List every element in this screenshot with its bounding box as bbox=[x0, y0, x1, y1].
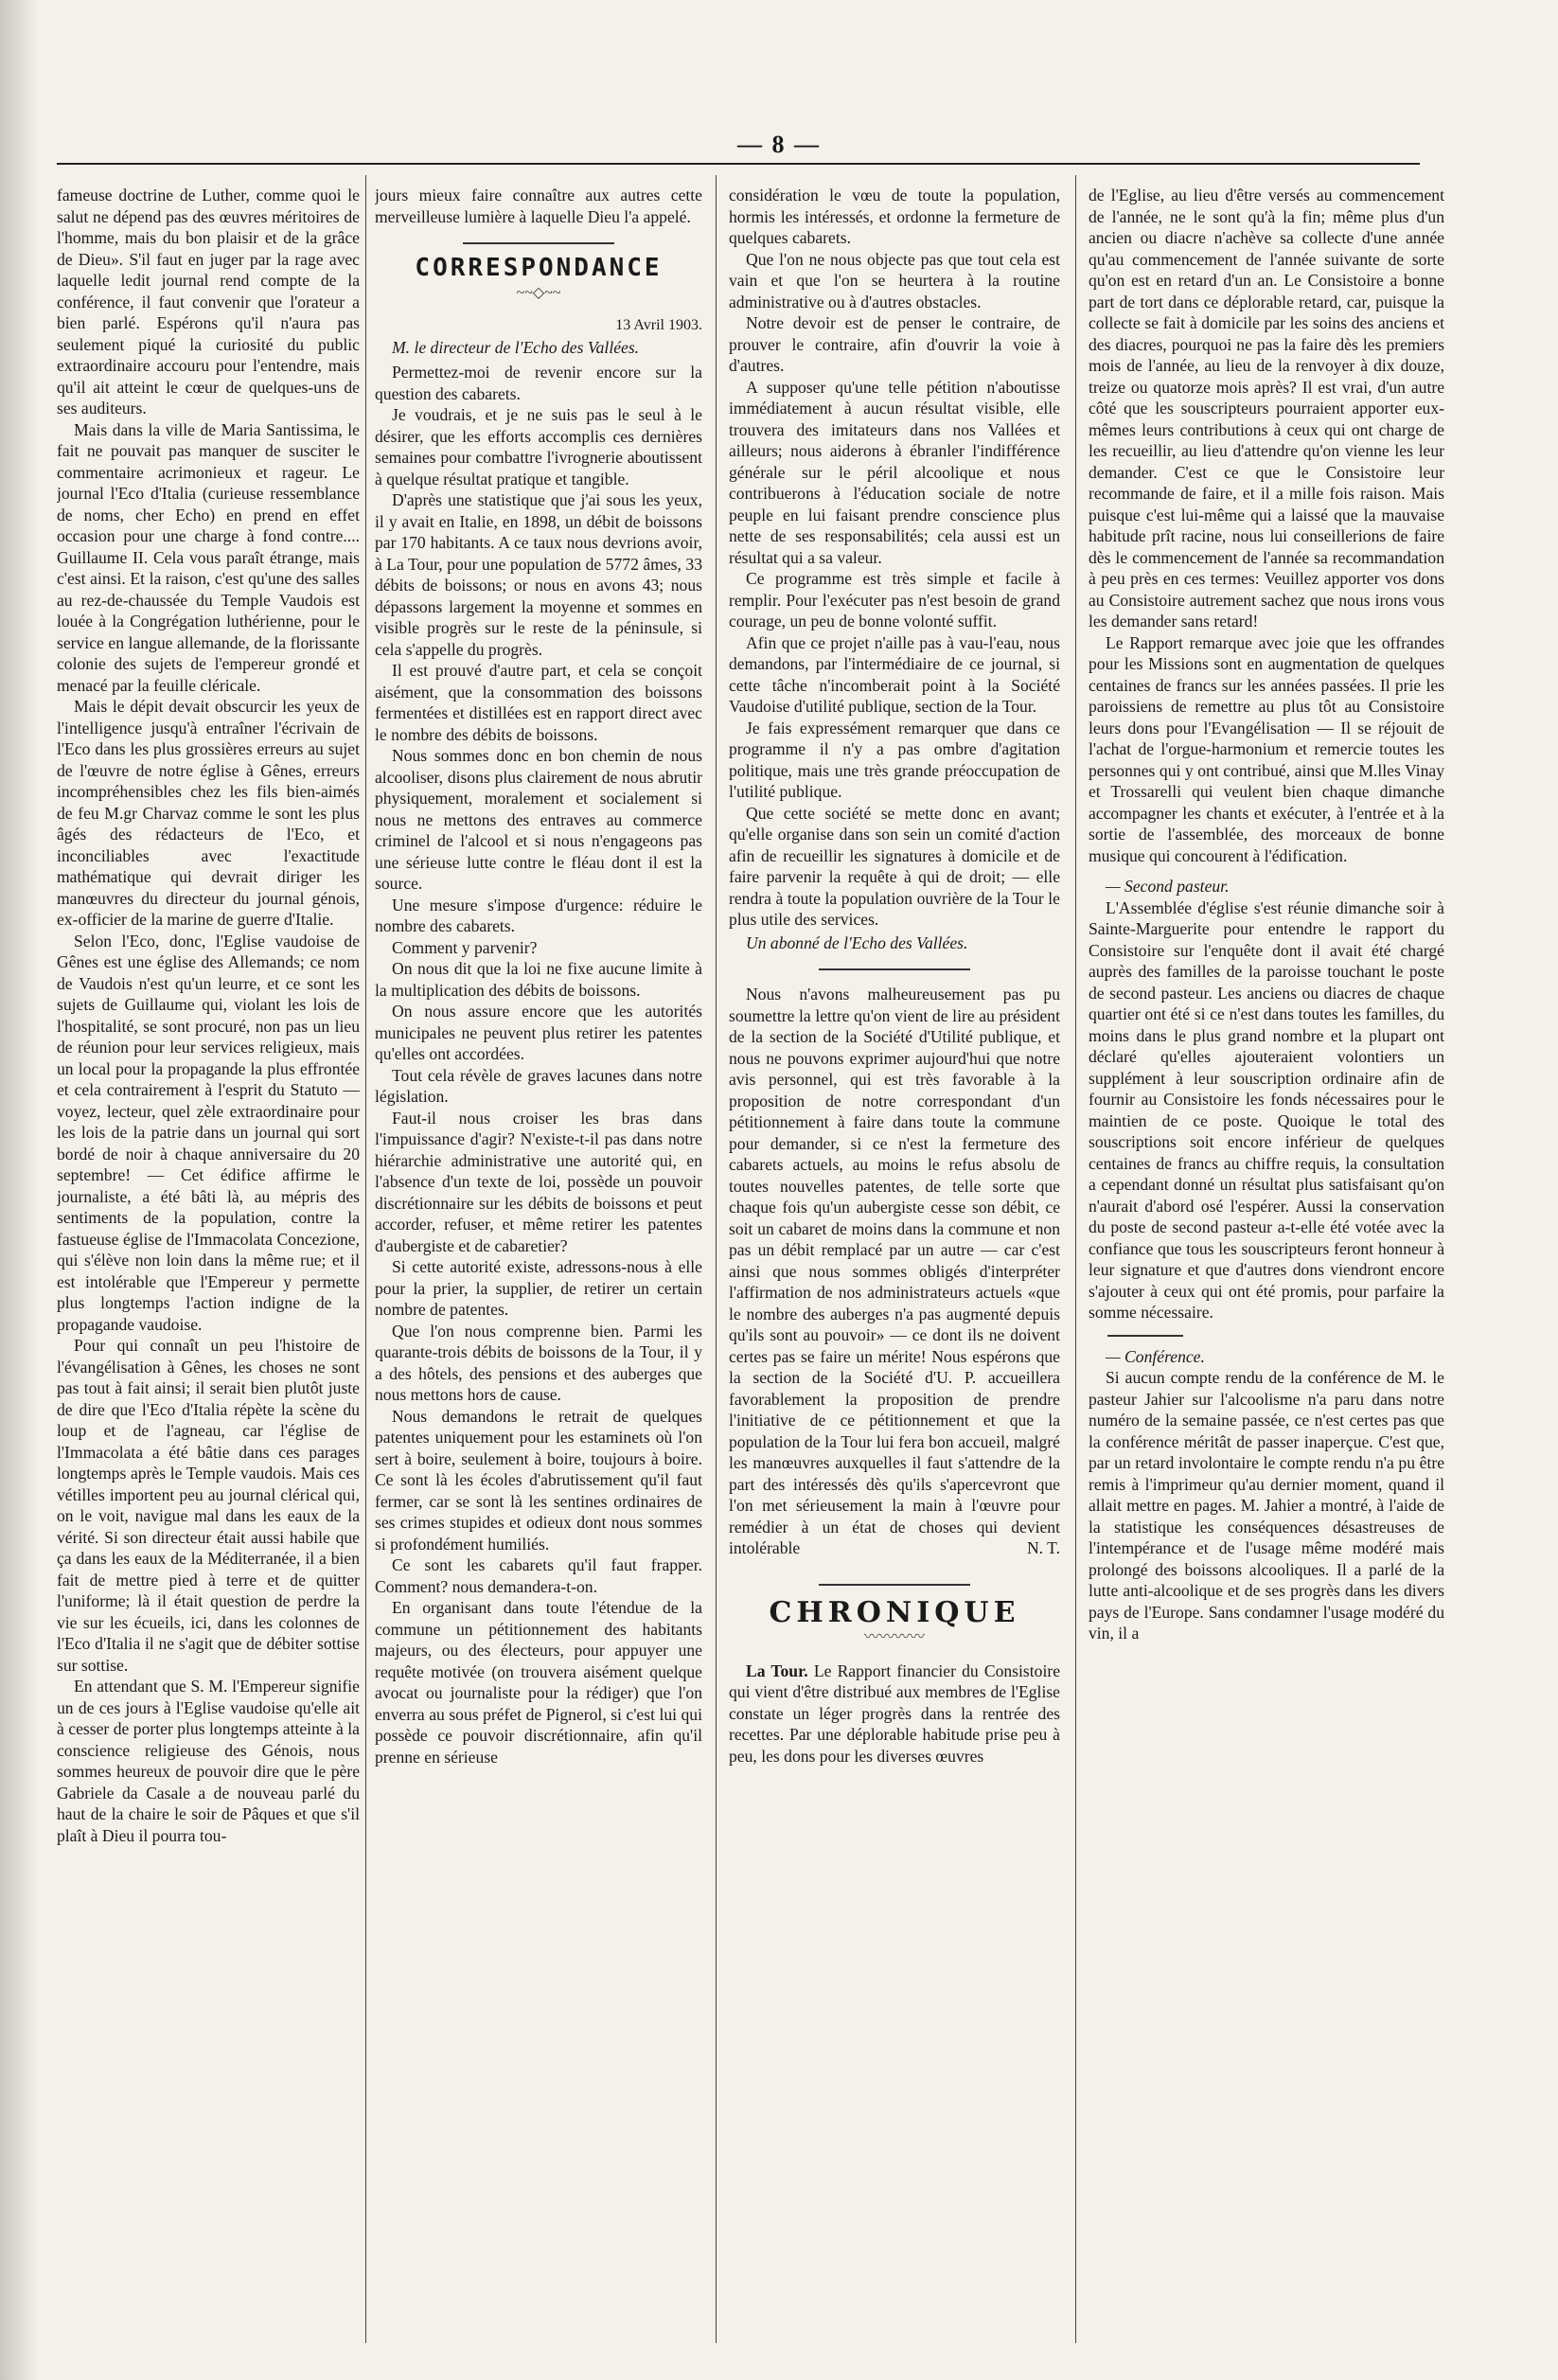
paragraph: L'Assemblée d'église s'est réunie dimanche soir à Sainte-Marguerite pour entendre le rapport du Consistoire sur l'enquête dont il avait été chargé auprès des familles de la paroisse touchant le poste de second pasteur. Les anciens ou diacres de chaque quartier ont été si ce n'est dans toutes les familles, du moins dans le plus grand nombre et la plupart ont déclaré qu'elles ajouteraient volontiers un supplément à leur souscription ordinaire afin de fournir au Consistoire les fonds nécessaires pour le maintien de ce poste. Quoique le total des souscriptions soit encore inférieur de quelques centaines de francs au chiffre requis, la consultation a cependant donné un résultat plus satisfaisant qu'on n'aurait d'abord osé l'espérer. Aussi la conservation du poste de second pasteur a-t-elle été votée avec la confiance que tous les souscripteurs feront honneur à leur signature et que d'autres dons viendront encore s'ajouter à ceux qui ont été promis, pour parfaire la somme nécessaire. bbox=[1089, 897, 1444, 1322]
paragraph: Mais dans la ville de Maria Santissima, le fait ne pouvait pas manquer de susciter le commentaire acrimonieux et rageur. Le journal l'Eco d'Italia (curieuse ressemblance de noms, cher Echo) en prend en effet occasion pour une charge à fond contre.... Guillaume II. Cela vous paraît étrange, mais c'est ainsi. Et la raison, c'est qu'une des salles au rez-de-chaussée du Temple Vaudois est louée à la Congrégation luthérienne, pour le service en langue allemande, de la florissante colonie des sujets de l'empereur grondé et menacé par la feuille cléricale. bbox=[57, 419, 360, 695]
ornament-flourish: ~~◇~~ bbox=[516, 284, 561, 301]
paragraph: Si cette autorité existe, adressons-nous à elle pour la prier, la supplier, de retirer un certain nombre de patentes. bbox=[375, 1257, 702, 1319]
paragraph: Ce sont les cabarets qu'il faut frapper. Comment? nous demandera-t-on. bbox=[375, 1555, 702, 1596]
chronique-text: Le Rapport financier du Consistoire qui vient d'être distribué aux membres de l'Eglise constate un léger progrès dans la rentrée des recettes. Par une déplorable habitude prise peu à peu, les dons pour les diverses œuvres bbox=[729, 1661, 1060, 1766]
paragraph: On nous assure encore que les autorités municipales ne peuvent plus retirer les patentes qu'elles ont accordées. bbox=[375, 1002, 702, 1063]
column-4 bbox=[1089, 185, 1444, 2343]
section-rule bbox=[819, 968, 970, 970]
chronique-lead: La Tour. bbox=[746, 1661, 808, 1680]
chronique-paragraph bbox=[729, 1661, 1060, 1767]
column-rule-1 bbox=[365, 175, 366, 2343]
column-rule-2 bbox=[716, 175, 717, 2343]
paragraph: Il est prouvé d'autre part, et cela se conçoit aisément, que la consommation des boissons fermentées et distillées est en rapport direct avec le nombre des débits de boissons. bbox=[375, 661, 702, 744]
chronique-title: CHRONIQUE bbox=[769, 1595, 1020, 1629]
editor-initials: N. T. bbox=[1026, 1538, 1060, 1557]
editor-note-paragraph bbox=[729, 984, 1060, 1559]
column-rule-3 bbox=[1075, 175, 1076, 2343]
header-rule bbox=[57, 163, 1420, 165]
correspondance-title: CORRESPONDANCE bbox=[415, 254, 663, 282]
page-edge-shadow bbox=[0, 0, 38, 2380]
column-2 bbox=[375, 185, 702, 2343]
paragraph: Que l'on ne nous objecte pas que tout cela est vain et que l'on se heurtera à la routine administrative ou à d'autres obstacles. bbox=[729, 249, 1060, 311]
ornament-flourish: 〰〰〰〰 bbox=[863, 1629, 925, 1645]
paragraph: jours mieux faire connaître aux autres cette merveilleuse lumière à laquelle Dieu l'a appelé. bbox=[375, 186, 702, 226]
subhead-second-pasteur: — Second pasteur. bbox=[1106, 877, 1230, 896]
paragraph: Notre devoir est de penser le contraire, de prouver le contraire, afin d'ouvrir la voie à d'autres. bbox=[729, 313, 1060, 375]
paragraph: Tout cela révèle de graves lacunes dans notre législation. bbox=[375, 1065, 702, 1106]
section-rule bbox=[1107, 1335, 1183, 1337]
dateline: 13 Avril 1903. bbox=[615, 317, 702, 333]
paragraph: En organisant dans toute l'étendue de la commune un pétitionnement des habitants majeurs, ou des électeurs, pour appuyer une requête motivée (on trouvera aisément quelque avocat ou journaliste pour la rédiger) que l'on enverra au sous préfet de Pignerol, si c'est lui qui possède ce pouvoir discrétionnaire, afin qu'il prenne en sérieuse bbox=[375, 1598, 702, 1767]
paragraph: considération le vœu de toute la population, hormis les intéressés, et ordonne la fermeture de quelques cabarets. bbox=[729, 186, 1060, 247]
paragraph: Pour qui connaît un peu l'histoire de l'évangélisation à Gênes, les choses ne sont pas tout à fait ainsi; il serait bien plutôt juste de dire que l'Eco d'Italia répète la scène du loup et de l'agneau, car l'église de l'Immacolata a été bâtie dans ces parages longtemps après le Temple vaudois. Mais ces vétilles importent peu au journal clérical qui, on le voit, navigue mal dans les eaux de la vérité. Si son directeur était aussi habile que ça dans les eaux de la Méditerranée, il a bien fait de mettre pied à terre et de quitter l'uniforme; là il était question de perdre la vie sur les écueils, ici, dans les colonnes de l'Eco d'Italia il ne s'agit que de débiter sottise sur sottise. bbox=[57, 1336, 360, 1675]
subhead-conference: — Conférence. bbox=[1106, 1346, 1205, 1366]
section-rule bbox=[819, 1584, 970, 1586]
page-number: — 8 — bbox=[737, 131, 821, 158]
paragraph: Ce programme est très simple et facile à remplir. Pour l'exécuter pas n'est besoin de grand courage, un peu de bonne volonté suffit. bbox=[729, 569, 1060, 631]
salutation: M. le directeur de l'Echo des Vallées. bbox=[392, 337, 640, 357]
paragraph: Mais le dépit devait obscurcir les yeux de l'intelligence jusqu'à entraîner l'écrivain de l'Eco dans les plus grossières erreurs au sujet de l'œuvre de notre église à Gênes, erreurs incompréhensibles chez les fils bien-aimés de feu M.gr Charvaz comme le sont les plus âgés des rédacteurs de l'Eco, et inconciliables avec l'exactitude mathématique qui devrait diriger les manœuvres du directeur du journal génois, ex-officier de la marine de guerre d'Italie. bbox=[57, 697, 360, 929]
paragraph: Je voudrais, et je ne suis pas le seul à le désirer, que les efforts accomplis ces dernières semaines pour combattre l'ivrognerie aboutissent à quelque résultat pratique et tangible. bbox=[375, 405, 702, 488]
paragraph: Nous sommes donc en bon chemin de nous alcooliser, disons plus clairement de nous abrutir physiquement, moralement et socialement si nous ne mettons des entraves au commerce criminel de l'alcool et si nous n'engageons pas une sérieuse lutte contre le fléau dont il est la source. bbox=[375, 746, 702, 893]
paragraph: fameuse doctrine de Luther, comme quoi le salut ne dépend pas des œuvres méritoires de l'homme, mais du bon plaisir et de la grâce de Dieu». S'il faut en juger par la rage avec laquelle ledit journal rend compte de la conférence, il faut convenir que l'orateur a bien parlé. Espérons qu'il n'aura pas seulement piqué la curiosité du public extraordinaire accouru pour l'entendre, mais qu'il ait atteint le cœur de quelques-uns de ses auditeurs. bbox=[57, 186, 360, 417]
paragraph: Une mesure s'impose d'urgence: réduire le nombre des cabarets. bbox=[375, 895, 702, 935]
paragraph: Nous demandons le retrait de quelques patentes uniquement pour les estaminets où l'on sert à boire, seulement à boire, toujours à boire. Ce sont là les écoles d'abrutissement qu'il faut fermer, car se sont là les sentines ordinaires de ses crimes stupides et odieux dont nous sommes si profondément humiliés. bbox=[375, 1406, 702, 1554]
paragraph: En attendant que S. M. l'Empereur signifie un de ces jours à l'Eglise vaudoise qu'elle ait à cesser de porter plus longtemps atteinte à la conscience religieuse des Génois, nous sommes heureux de pouvoir dire que le père Gabriele da Casale a de nouveau parlé du haut de la chaire le soir de Pâques et que s'il plaît à Dieu il pourra tou- bbox=[57, 1677, 360, 1845]
paragraph: Si aucun compte rendu de la conférence de M. le pasteur Jahier sur l'alcoolisme n'a paru dans notre numéro de la semaine passée, ce n'est certes pas que la conférence méritât de passer inaperçue. C'est que, par un retard involontaire le compte rendu n'a pu être remis à l'imprimeur qu'au dernier moment, quand il allait mettre en pages. M. Jahier a montré, à l'aide de la statistique les conséquences désastreuses de l'intempérance et de l'usage même modéré mais prolongé des boissons alcooliques. Il a parlé de la lutte anti-alcoolique et de ses progrès dans les divers pays de l'Europe. Sans condamner l'usage modéré du vin, il a bbox=[1089, 1368, 1444, 1643]
column-3 bbox=[729, 185, 1060, 2343]
letter-signature: Un abonné de l'Echo des Vallées. bbox=[746, 932, 968, 952]
paragraph: Afin que ce projet n'aille pas à vau-l'eau, nous demandons, par l'intermédiaire de ce journal, si cette tâche n'incomberait point à la Société Vaudoise d'utilité publique, section de la Tour. bbox=[729, 632, 1060, 716]
paragraph: Que l'on nous comprenne bien. Parmi les quarante-trois débits de boissons de la Tour, il y a des hôtels, des pensions et des auberges que nous mettons hors de cause. bbox=[375, 1321, 702, 1404]
paragraph: Comment y parvenir? bbox=[392, 937, 538, 957]
paragraph: de l'Eglise, au lieu d'être versés au commencement de l'année, ne le sont qu'à la fin; même plus d'un ancien ou diacre n'achève sa collecte d'une année qu'au commencement de l'année suivante de sorte qu'on est en retard d'un an. Le Consistoire a bonne part de tort dans ce déplorable retard, car, puisque la collecte se fait à domicile par les soins des anciens et des diacres, pourquoi ne pas la faire dès les premiers mois de l'année, au lieu de la renvoyer à dix douze, treize ou quatorze mois après? Il est vrai, d'un autre côté que les souscripteurs pourraient apporter eux-mêmes leurs contributions à ceux qui ont charge de les recueillir, au lieu d'attendre qu'on vienne les leur demander. C'est ce que le Consistoire leur recommande de faire, et il a mille fois raison. Mais puisque c'est lui-même qui a laissé que la mauvaise habitude prît racine, nous lui conseillerions de faire dès le commencement de l'année sa recommandation à peu près en ces termes: Veuillez apporter vos dons au Consistoire autrement sachez que nous irons vous les demander sans retard! bbox=[1089, 186, 1444, 631]
paragraph: Faut-il nous croiser les bras dans l'impuissance d'agir? N'existe-t-il pas dans notre hiérarchie administrative une autorité qui, en l'absence d'un texte de loi, possède un pouvoir discrétionnaire sur les débits de boissons et peut accorder, refuser, et même retirer les patentes d'aubergiste et de cabaretier? bbox=[375, 1108, 702, 1255]
section-rule bbox=[463, 242, 614, 244]
paragraph: Permettez-moi de revenir encore sur la question des cabarets. bbox=[375, 363, 702, 403]
paragraph: Selon l'Eco, donc, l'Eglise vaudoise de Gênes est une église des Allemands; ce nom de Vaudois n'est qu'un leurre, et ce sont les sujets de Guillaume qui, violant les lois de l'hospitalité, se sont procuré, non pas un lieu de réunion pour leur services religieux, mais un local pour la propagande la plus effrontée et cela contrairement à l'esprit du Statuto — voyez, lecteur, quel zèle extraordinaire pour les lois de la patrie dans un journal qui sort bordé de noir à chaque anniversaire du 20 septembre! — Cet édifice affirme le journaliste, a été bâti là, au mépris des sentiments de la population, contre la fastueuse église de l'Immacolata Concezione, qui s'élève non loin dans la même rue; et il est intolérable que l'Empereur y permette plus longtemps l'action indigne de la propagande vaudoise. bbox=[57, 931, 360, 1334]
paragraph: On nous dit que la loi ne fixe aucune limite à la multiplication des débits de boissons. bbox=[375, 959, 702, 1000]
paragraph: Je fais expressément remarquer que dans ce programme il n'y a pas ombre d'agitation politique, mais une très grande préoccupation de l'utilité publique. bbox=[729, 718, 1060, 801]
editor-note-text: Nous n'avons malheureusement pas pu soumettre la lettre qu'on vient de lire au président de la section de la Société d'Utilité publique, et nous ne pouvons exprimer aujourd'hui que notre avis personnel, qui est très favorable à la proposition de notre correspondant d'un pétitionnement à faire dans toute la commune pour demander, si ce n'est la fermeture des cabarets actuels, au moins le refus absolu de toutes nouvelles patentes, de telle sorte que chaque fois qu'un aubergiste cesse son débit, ce soit un cabaret de moins dans la commune et non pas un débit remplacé par un autre — car c'est ainsi que nous sommes obligés d'interpréter l'affirmation de nos administrateurs actuels «que le nombre des auberges n'a pas augmenté depuis qu'ils sont au pouvoir» — ce dont ils ne doivent certes pas se faire un mérite! Nous espérons que la section de la Société d'U. P. accueillera favorablement la proposition de prendre l'initiative de ce pétitionnement et que la population de la Tour lui fera bon accueil, malgré les manœuvres auxquelles il faut s'attendre de la part des intéressés dès qu'ils s'apercevront que l'on met sérieusement la main à l'œuvre pour remédier à un état de choses qui devient intolérable bbox=[729, 985, 1060, 1557]
paragraph: D'après une statistique que j'ai sous les yeux, il y avait en Italie, en 1898, un débit de boissons par 170 habitants. A ce taux nous devrions avoir, à La Tour, pour une population de 5772 âmes, 33 débits de boissons; or nous en avons 43; nous dépassons largement la moyenne et sommes en visible progrès sur le reste de la péninsule, si cela s'appelle du progrès. bbox=[375, 490, 702, 659]
paragraph: A supposer qu'une telle pétition n'aboutisse immédiatement à aucun résultat visible, elle trouvera des imitateurs dans nos Vallées et ailleurs; nous aiderons à ébranler l'indifférence générale sur le péril alcoolique et nous contribuerons à l'éducation sociale de notre peuple en lui faisant prendre conscience plus nette de ses responsabilités; cela aussi est un résultat qui a sa valeur. bbox=[729, 377, 1060, 567]
paragraph: Que cette société se mette donc en avant; qu'elle organise dans son sein un comité d'action afin de recueillir les signatures à domicile et de faire parvenir la requête à qui de droit; — elle rendra à toute la population ouvrière de la Tour le plus utile des services. bbox=[729, 803, 1060, 929]
paragraph: Le Rapport remarque avec joie que les offrandes pour les Missions sont en augmentation de quelques centaines de francs sur les années passées. Il prie les paroissiens de remettre au plus tôt au Consistoire leurs dons pour l'Evangélisation — Il se réjouit de l'achat de l'orgue-harmonium et remercie toutes les personnes qui y ont contribué, ainsi que M.lles Vinay et Trossarelli qui veulent bien chaque dimanche accompagner les chants et exécuter, à l'entrée et à la sortie de l'assemblée, des morceaux de bonne musique qui concourent à l'édification. bbox=[1089, 632, 1444, 865]
column-1 bbox=[57, 185, 360, 2343]
